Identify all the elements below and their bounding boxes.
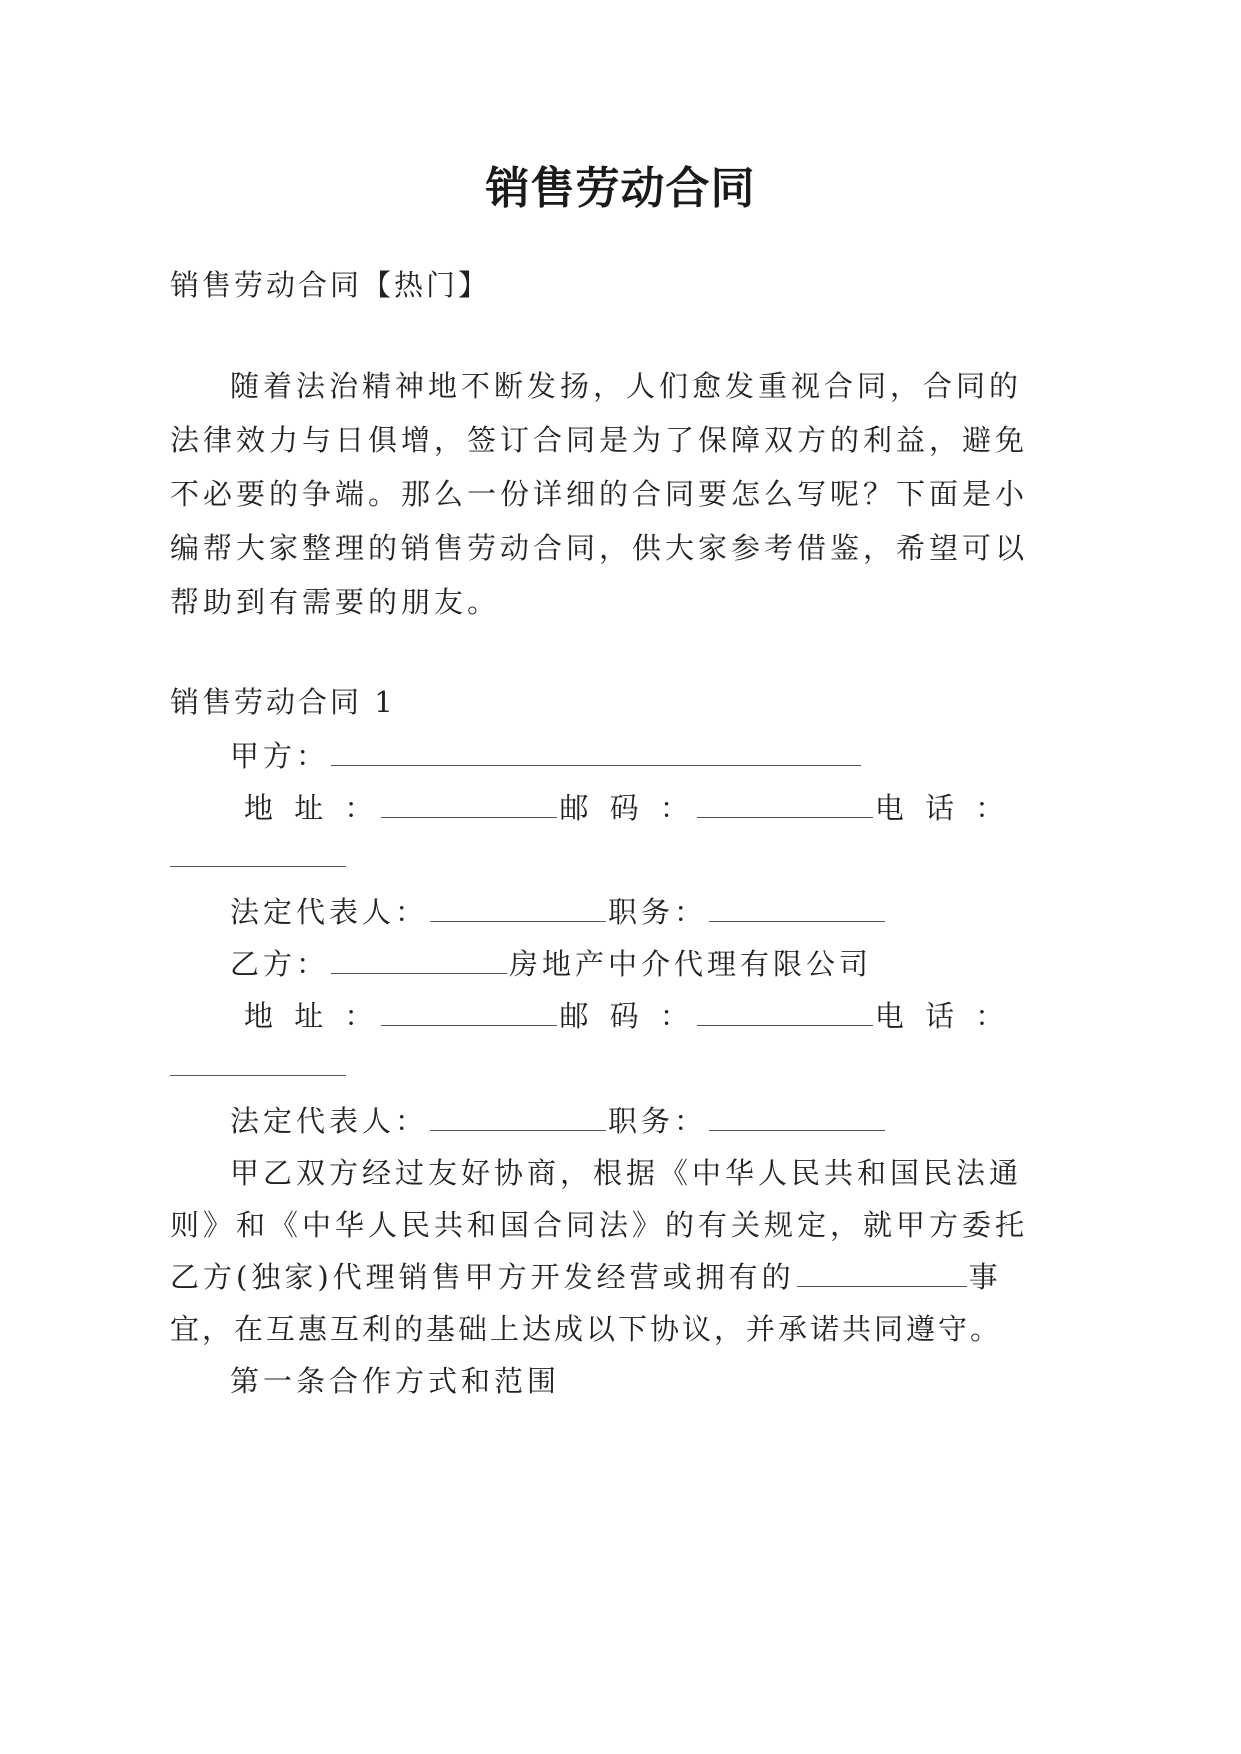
agreement-line-1: 甲乙双方经过友好协商，根据《中华人民共和国民法通	[230, 1156, 1023, 1190]
agreement-line-3-text: 乙方(独家)代理销售甲方开发经营或拥有的	[170, 1260, 795, 1294]
party-b-position-blank	[709, 1106, 885, 1131]
agreement-line-4: 宜，在互惠互利的基础上达成以下协议，并承诺共同遵守。	[170, 1312, 1003, 1346]
party-b-row	[230, 944, 872, 984]
section-heading: 销售劳动合同 1	[170, 685, 396, 719]
agreement-line-3-end: 事	[968, 1260, 1002, 1294]
intro-line-3: 不必要的争端。那么一份详细的合同要怎么写呢？下面是小	[170, 477, 1029, 511]
party-b-phone-label: 电 话 ：	[874, 999, 1011, 1033]
party-a-address-row	[244, 788, 1010, 828]
party-a-phone-blank	[170, 866, 346, 867]
intro-line-1: 随着法治精神地不断发扬，人们愈发重视合同，合同的	[230, 369, 1023, 403]
intro-line-2: 法律效力与日俱增，签订合同是为了保障双方的利益，避免	[170, 423, 1029, 457]
party-b-address-label: 地 址 ：	[244, 999, 380, 1033]
party-b-company-suffix: 房地产中介代理有限公司	[509, 947, 873, 981]
agreement-line-3	[170, 1257, 1002, 1297]
party-b-postcode-blank	[697, 1001, 873, 1026]
party-b-address-blank	[381, 1001, 557, 1026]
party-a-position-label: 职务：	[608, 895, 708, 929]
party-b-address-row	[244, 996, 1010, 1036]
article-1-heading: 第一条合作方式和范围	[230, 1364, 561, 1398]
party-a-postcode-label: 邮 码 ：	[559, 791, 695, 825]
party-a-phone-label: 电 话 ：	[874, 791, 1011, 825]
party-a-postcode-blank	[697, 793, 873, 818]
party-b-postcode-label: 邮 码 ：	[559, 999, 695, 1033]
intro-line-5: 帮助到有需要的朋友。	[170, 585, 501, 619]
party-b-rep-label: 法定代表人：	[230, 1104, 429, 1138]
party-b-label: 乙方：	[230, 947, 330, 981]
party-a-rep-blank	[430, 897, 606, 922]
party-a-row	[230, 736, 863, 776]
party-a-address-blank	[381, 793, 557, 818]
party-a-label: 甲方：	[230, 739, 330, 773]
party-b-phone-blank	[170, 1075, 346, 1076]
party-b-blank	[331, 949, 507, 974]
party-a-blank	[331, 741, 861, 766]
party-a-position-blank	[709, 897, 885, 922]
intro-line-4: 编帮大家整理的销售劳动合同，供大家参考借鉴，希望可以	[170, 531, 1029, 565]
party-a-rep-label: 法定代表人：	[230, 895, 429, 929]
party-a-rep-row	[230, 892, 887, 932]
document-title: 销售劳动合同	[485, 163, 756, 214]
document-subtitle: 销售劳动合同【热门】	[170, 268, 491, 302]
party-b-rep-blank	[430, 1106, 606, 1131]
party-b-position-label: 职务：	[608, 1104, 708, 1138]
agreement-item-blank	[797, 1262, 967, 1287]
party-a-address-label: 地 址 ：	[244, 791, 380, 825]
agreement-line-2: 则》和《中华人民共和国合同法》的有关规定，就甲方委托	[170, 1208, 1029, 1242]
party-b-rep-row	[230, 1101, 887, 1141]
